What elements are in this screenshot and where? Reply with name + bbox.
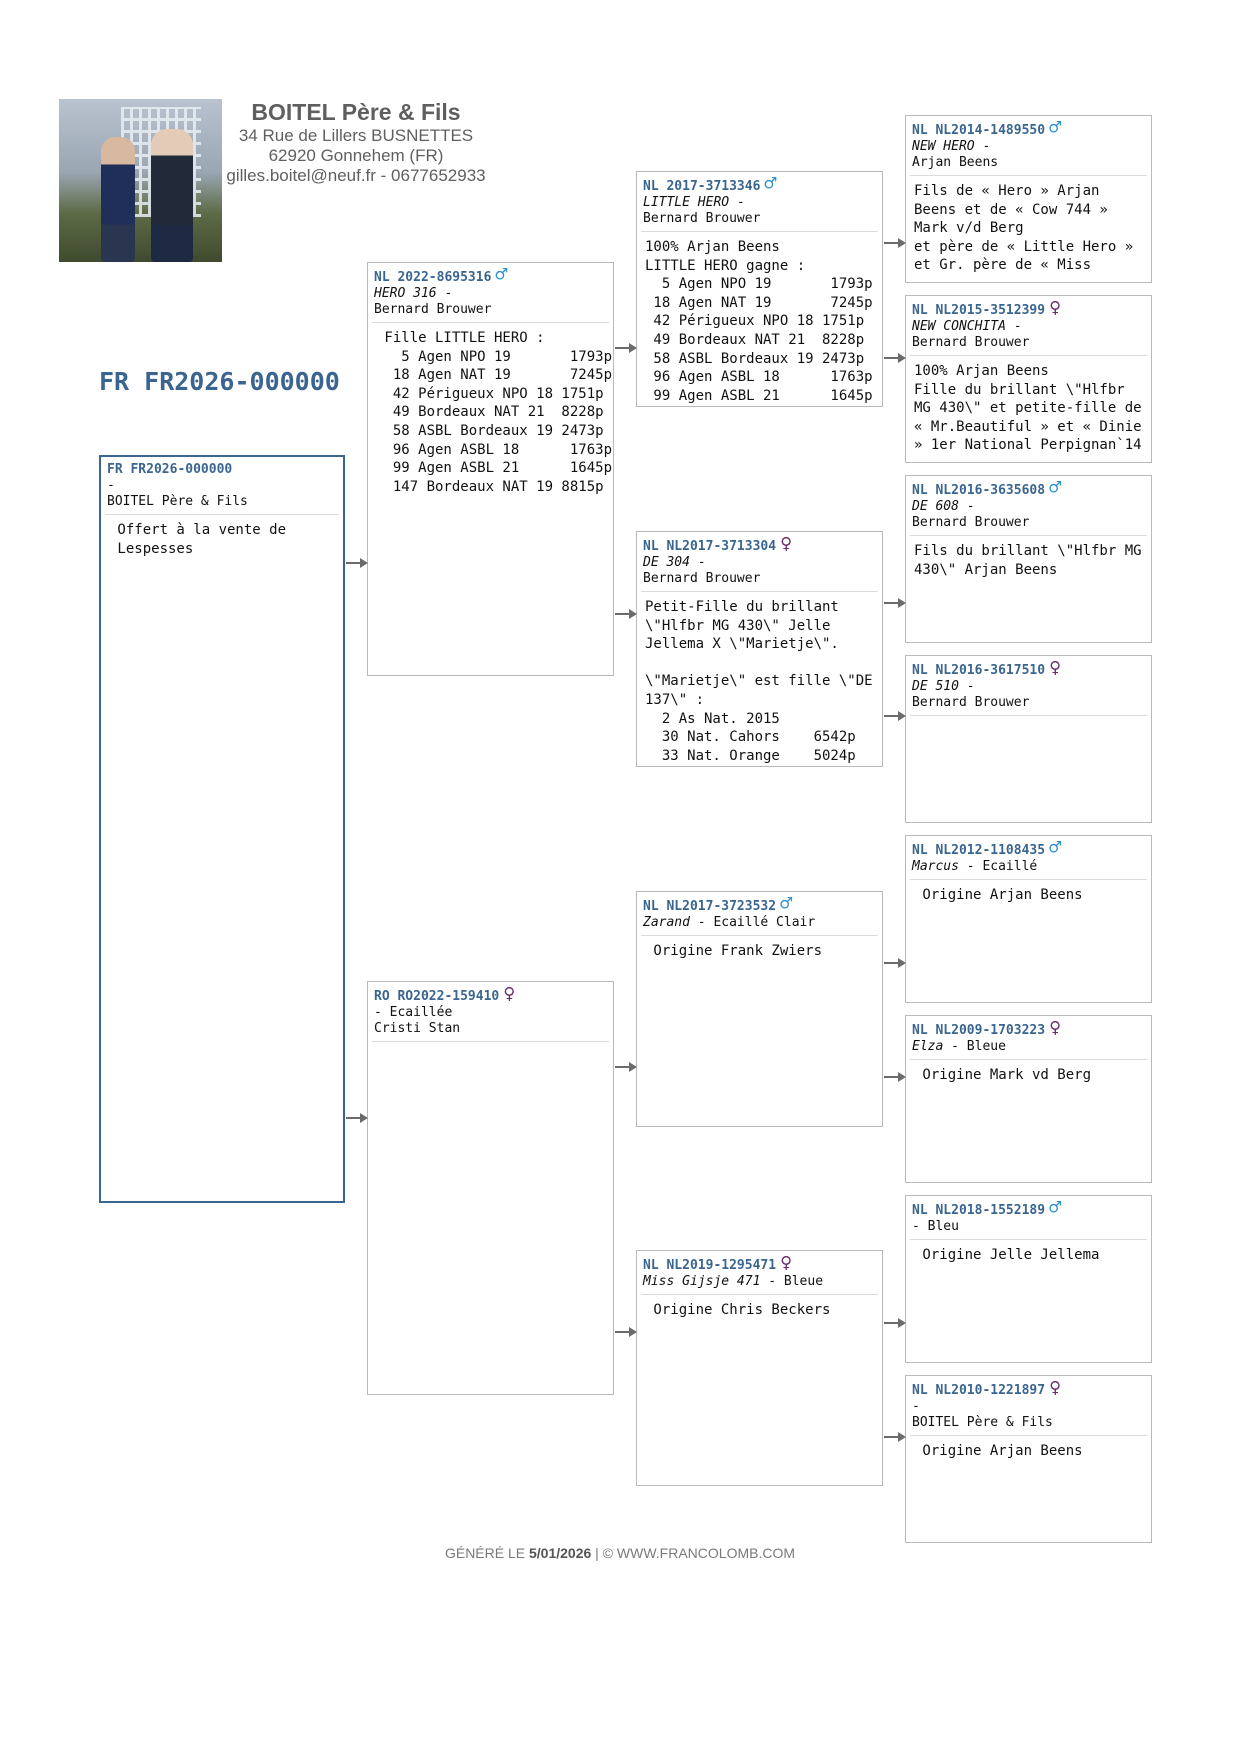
- owner-line: Bernard Brouwer: [912, 515, 1030, 530]
- notes: Origine Chris Beckers: [645, 1302, 831, 1318]
- breeder-info: [222, 98, 490, 186]
- ring-number: RO RO2022-159410: [374, 989, 500, 1004]
- name-line: [912, 1399, 1141, 1415]
- notes: [368, 1042, 613, 1054]
- notes: Petit-Fille du brillant \"Hlfbr MG 430\" Jelle Jellema X \"Marietje\". \"Marietje\" est fille \"DE 137\" : 2 As Nat. 2015 30 Nat. Cahors 6542p 33 Nat. Orange 5024p: [645, 599, 873, 764]
- notes: Fille LITTLE HERO : 5 Agen NPO 19 1793p 18 Agen NAT 19 7245p 42 Périgueux NPO 18 1751p 49 Bordeaux NAT 21 8228p 58 ASBL Bordeaux 19 2473p 96 Agen ASBL 18 1763p 99 Agen ASBL 21 1645p 147 Bordeaux NAT 19 8815p: [384, 330, 613, 495]
- owner-line: Bernard Brouwer: [912, 695, 1030, 710]
- ring-line: [374, 262, 603, 286]
- ring-line: [912, 1375, 1141, 1399]
- connector-arrow: [884, 357, 904, 359]
- breeder-name: BOITEL Père & Fils: [251, 99, 461, 125]
- sex-symbol: ♀: [1049, 295, 1062, 319]
- box-header: [641, 532, 878, 592]
- sex-symbol: ♂: [1049, 1195, 1062, 1219]
- notes: Offert à la vente de Lespesses: [117, 522, 287, 557]
- box-header: [372, 263, 609, 323]
- owner-line: Cristi Stan: [374, 1021, 461, 1036]
- box-header: [910, 1196, 1147, 1240]
- pigeon-color: -: [912, 1399, 920, 1414]
- notes: Fils du brillant \"Hlfbr MG 430\" Arjan Beens: [914, 543, 1142, 578]
- name-line: [912, 319, 1141, 335]
- ring-number: FR FR2026-000000: [107, 462, 233, 477]
- pigeon-color: -: [689, 555, 706, 570]
- notes: Origine Arjan Beens: [914, 1443, 1083, 1459]
- ring-line: [912, 655, 1141, 679]
- sex-symbol: ♀: [780, 1250, 793, 1274]
- box-header: [910, 836, 1147, 880]
- pigeon-name: NEW HERO: [912, 139, 975, 154]
- pigeon-color: - Bleue: [760, 1274, 824, 1289]
- connector-arrow: [615, 1066, 635, 1068]
- pigeon-color: -: [974, 139, 991, 154]
- pedigree-box-fff[interactable]: [905, 115, 1152, 283]
- connector-arrow: [884, 715, 904, 717]
- breeder-photo: [59, 99, 222, 262]
- name-line: [643, 1274, 872, 1290]
- photo-person-left: [101, 137, 135, 262]
- notes: Origine Mark vd Berg: [914, 1067, 1092, 1083]
- sex-symbol: ♂: [1049, 115, 1062, 139]
- sex-symbol: ♀: [503, 981, 516, 1005]
- ring-number: NL NL2017-3723532: [643, 899, 777, 914]
- connector-arrow: [884, 1076, 904, 1078]
- pigeon-name: NEW CONCHITA: [912, 319, 1006, 334]
- name-line: [912, 139, 1141, 155]
- name-line: [374, 286, 603, 302]
- name-line: [912, 679, 1141, 695]
- box-header: [910, 656, 1147, 716]
- connector-arrow: [884, 602, 904, 604]
- breeder-city: 62920 Gonnehem (FR): [268, 146, 444, 165]
- name-line: [643, 555, 872, 571]
- ring-line: [643, 1250, 872, 1274]
- pigeon-color: -: [107, 478, 115, 493]
- sex-symbol: ♀: [1049, 1015, 1062, 1039]
- pigeon-color: - Bleu: [912, 1219, 959, 1234]
- footer-suffix: | © WWW.FRANCOLOMB.COM: [591, 1545, 796, 1561]
- ring-number: NL NL2010-1221897: [912, 1383, 1046, 1398]
- pedigree-box-fm[interactable]: [636, 531, 883, 767]
- subject-title: FR FR2026-000000: [99, 367, 340, 396]
- ring-number: NL NL2015-3512399: [912, 303, 1046, 318]
- ring-number: NL NL2017-3713304: [643, 539, 777, 554]
- pigeon-color: -: [958, 679, 975, 694]
- pigeon-name: DE 304: [643, 555, 690, 570]
- ring-number: NL NL2014-1489550: [912, 123, 1046, 138]
- name-line: [107, 478, 333, 494]
- footer: [0, 1545, 1240, 1561]
- pigeon-color: -: [1005, 319, 1022, 334]
- sex-symbol: ♂: [495, 262, 508, 286]
- ring-number: NL NL2016-3635608: [912, 483, 1046, 498]
- ring-line: [912, 115, 1141, 139]
- pigeon-name: LITTLE HERO: [643, 195, 730, 210]
- name-line: [374, 1005, 603, 1021]
- notes: Origine Frank Zwiers: [645, 943, 823, 959]
- pedigree-box-mff[interactable]: [905, 835, 1152, 1003]
- ring-line: [912, 1195, 1141, 1219]
- pedigree-box-ffm[interactable]: [905, 295, 1152, 463]
- pedigree-box-mmm[interactable]: [905, 1375, 1152, 1543]
- pigeon-name: Zarand: [643, 915, 690, 930]
- name-line: [912, 499, 1141, 515]
- pedigree-box-subject[interactable]: [99, 455, 345, 1203]
- ring-number: NL NL2016-3617510: [912, 663, 1046, 678]
- pigeon-color: - Ecaillé: [958, 859, 1038, 874]
- owner-line: BOITEL Père & Fils: [107, 494, 248, 509]
- pigeon-color: -: [436, 286, 453, 301]
- ring-line: [107, 462, 333, 478]
- owner-line: Bernard Brouwer: [643, 211, 761, 226]
- ring-number: NL NL2019-1295471: [643, 1258, 777, 1273]
- pigeon-color: - Ecaillé Clair: [689, 915, 816, 930]
- name-line: [912, 1039, 1141, 1055]
- box-header: [910, 1376, 1147, 1436]
- breeder-address: 34 Rue de Lillers BUSNETTES: [238, 126, 474, 145]
- notes: [906, 716, 1151, 728]
- notes: Origine Arjan Beens: [914, 887, 1083, 903]
- pigeon-color: - Ecaillée: [374, 1005, 453, 1020]
- owner-line: Bernard Brouwer: [643, 571, 761, 586]
- sex-symbol: ♂: [764, 171, 777, 195]
- connector-arrow: [346, 1117, 366, 1119]
- pigeon-name: DE 608: [912, 499, 959, 514]
- breeder-contact: gilles.boitel@neuf.fr - 0677652933: [226, 166, 486, 185]
- pedigree-box-mm[interactable]: [636, 1250, 883, 1486]
- ring-line: [643, 171, 872, 195]
- connector-arrow: [884, 962, 904, 964]
- sex-symbol: ♂: [1049, 835, 1062, 859]
- notes: Origine Jelle Jellema: [914, 1247, 1100, 1263]
- box-header: [910, 296, 1147, 356]
- footer-prefix: GÉNÉRÉ LE: [444, 1545, 529, 1561]
- footer-date: 5/01/2026: [529, 1545, 592, 1561]
- ring-line: [912, 835, 1141, 859]
- ring-line: [912, 475, 1141, 499]
- connector-arrow: [884, 1436, 904, 1438]
- box-header: [641, 1251, 878, 1295]
- owner-line: Bernard Brouwer: [912, 335, 1030, 350]
- name-line: [643, 195, 872, 211]
- pedigree-box-fmm[interactable]: [905, 655, 1152, 823]
- pigeon-color: -: [729, 195, 745, 210]
- connector-arrow: [615, 347, 635, 349]
- pigeon-color: -: [958, 499, 975, 514]
- ring-number: NL NL2018-1552189: [912, 1203, 1046, 1218]
- pedigree-box-father[interactable]: [367, 262, 614, 676]
- name-line: [912, 859, 1141, 875]
- notes: Fils de « Hero » Arjan Beens et de « Cow 744 » Mark v/d Berg et père de « Little Hero » et Gr. père de « Miss: [914, 183, 1134, 274]
- name-line: [912, 1219, 1141, 1235]
- ring-line: [643, 531, 872, 555]
- pedigree-box-fmf[interactable]: [905, 475, 1152, 643]
- box-header: [910, 476, 1147, 536]
- pedigree-box-mmf[interactable]: [905, 1195, 1152, 1363]
- notes: 100% Arjan Beens LITTLE HERO gagne : 5 Agen NPO 19 1793p 18 Agen NAT 19 7245p 42 Périgueux NPO 18 1751p 49 Bordeaux NAT 21 8228p 58 ASBL Bordeaux 19 2473p 96 Agen ASBL 18 1763p 99 Agen ASBL 21 1645p: [645, 239, 873, 404]
- connector-arrow: [884, 1322, 904, 1324]
- sex-symbol: ♀: [1049, 1375, 1062, 1399]
- box-header: [641, 172, 878, 232]
- ring-number: NL 2022-8695316: [374, 270, 492, 285]
- ring-line: [912, 295, 1141, 319]
- pedigree-box-mother[interactable]: [367, 981, 614, 1395]
- pedigree-box-ff[interactable]: [636, 171, 883, 407]
- connector-arrow: [615, 1331, 635, 1333]
- box-header: [910, 1016, 1147, 1060]
- connector-arrow: [884, 242, 904, 244]
- connector-arrow: [346, 562, 366, 564]
- name-line: [643, 915, 872, 931]
- pigeon-name: DE 510: [912, 679, 959, 694]
- pigeon-name: HERO 316: [374, 286, 437, 301]
- sex-symbol: ♀: [780, 531, 793, 555]
- photo-person-right: [151, 129, 193, 262]
- ring-line: [643, 891, 872, 915]
- pigeon-name: Elza: [912, 1039, 944, 1054]
- owner-line: Bernard Brouwer: [374, 302, 492, 317]
- ring-number: NL 2017-3713346: [643, 179, 761, 194]
- sex-symbol: ♀: [1049, 655, 1062, 679]
- pigeon-name: Miss Gijsje 471: [643, 1274, 761, 1289]
- ring-line: [374, 981, 603, 1005]
- box-header: [372, 982, 609, 1042]
- sex-symbol: ♂: [780, 891, 793, 915]
- ring-line: [912, 1015, 1141, 1039]
- ring-number: NL NL2009-1703223: [912, 1023, 1046, 1038]
- box-header: [641, 892, 878, 936]
- pedigree-box-mf[interactable]: [636, 891, 883, 1127]
- pigeon-name: Marcus: [912, 859, 959, 874]
- owner-line: BOITEL Père & Fils: [912, 1415, 1053, 1430]
- pedigree-box-mfm[interactable]: [905, 1015, 1152, 1183]
- owner-line: Arjan Beens: [912, 155, 999, 170]
- sex-symbol: ♂: [1049, 475, 1062, 499]
- notes: 100% Arjan Beens Fille du brillant \"Hlfbr MG 430\" et petite-fille de « Mr.Beautiful » et « Dinie » 1er National Perpignan`14: [914, 363, 1142, 454]
- connector-arrow: [615, 613, 635, 615]
- pigeon-color: - Bleue: [943, 1039, 1006, 1054]
- ring-number: NL NL2012-1108435: [912, 843, 1046, 858]
- box-header: [105, 457, 339, 515]
- box-header: [910, 116, 1147, 176]
